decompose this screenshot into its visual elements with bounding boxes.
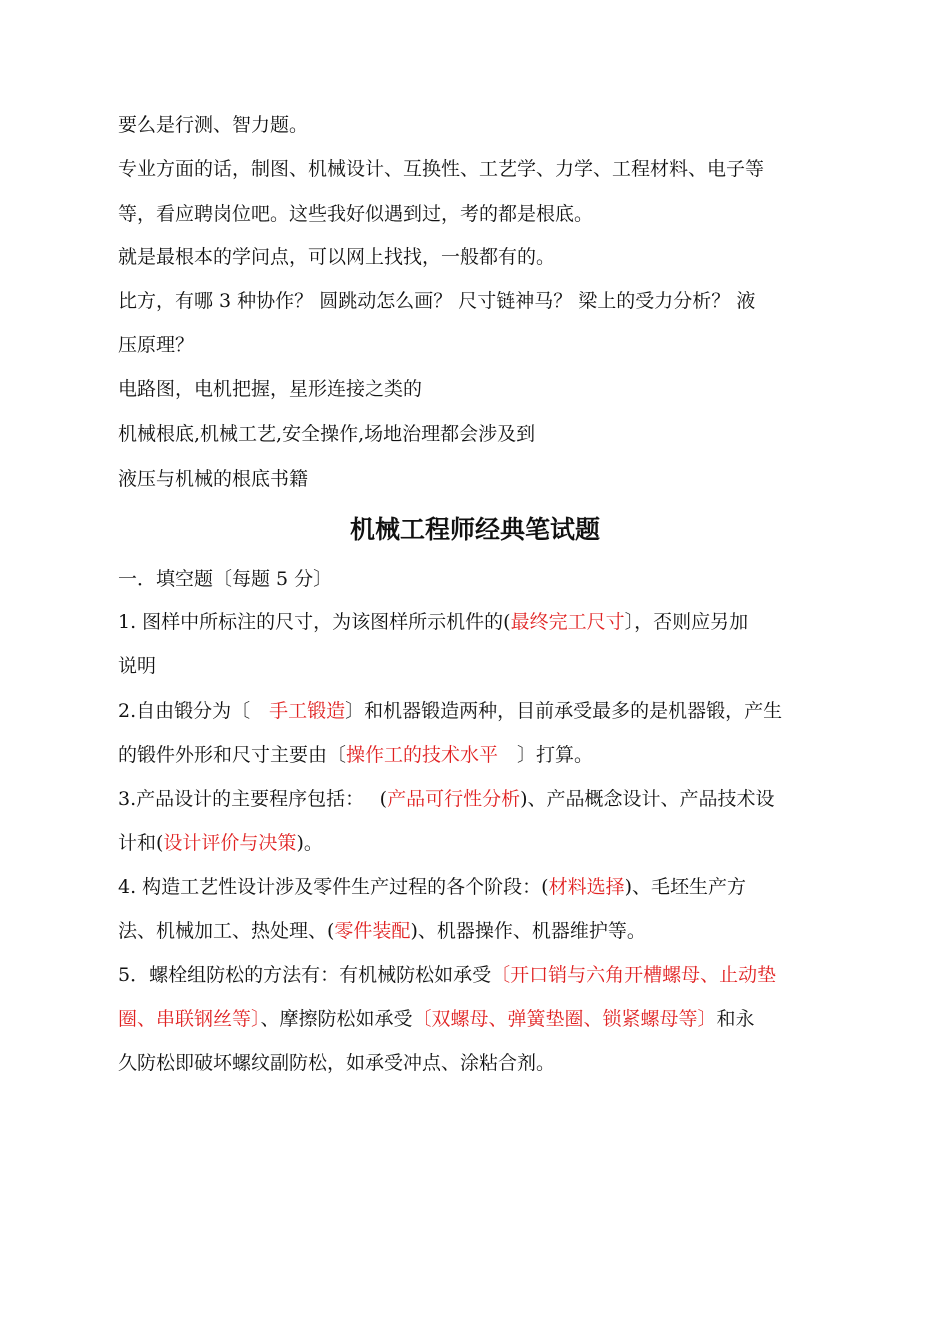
q3-text-3: 计和( — [118, 832, 164, 854]
question-1 — [118, 609, 838, 635]
q5-answer-2: 〔双螺母、弹簧垫圈、锁紧螺母等〕 — [412, 1008, 717, 1030]
q2-text: 2.自由锻分为〔 — [118, 700, 270, 722]
q5-text-3: 和永 — [716, 1008, 755, 1030]
q2-text-2: 〕和机器锻造两种，目前承受最多的是机器锻，产生 — [345, 700, 783, 722]
question-3-cont — [118, 830, 838, 856]
intro-line-3: 等，看应聘岗位吧。这些我好似遇到过，考的都是根底。 — [118, 203, 594, 225]
q5-answer-1-cont: 圈、串联钢丝等〕 — [118, 1008, 261, 1030]
page-title: 机械工程师经典笔试题 — [349, 515, 600, 544]
intro-line-5: 比方，有哪 3 种协作？ 圆跳动怎么画？ 尺寸链神马？ 梁上的受力分析？ 液 — [118, 290, 756, 312]
question-2 — [118, 698, 838, 724]
section-heading: 一．填空题〔每题 5 分〕 — [118, 568, 333, 590]
q4-text-3: 法、机械加工、热处理、( — [118, 920, 335, 942]
q3-answer-2: 设计评价与决策 — [163, 832, 297, 854]
q5-text-2: 、摩擦防松如承受 — [260, 1008, 413, 1030]
question-3 — [118, 786, 838, 812]
q3-answer-1: 产品可行性分析 — [387, 788, 521, 810]
question-5-cont-2 — [118, 1050, 838, 1076]
question-1-cont — [118, 653, 838, 679]
q3-text-2: )、产品概念设计、产品技术设 — [520, 788, 775, 810]
q4-answer-1: 材料选择 — [548, 876, 625, 898]
question-5-cont — [118, 1006, 838, 1032]
q1-answer: 最终完工尺寸 — [510, 611, 625, 633]
q4-text-2: )、毛坯生产方 — [624, 876, 747, 898]
intro-line-2: 专业方面的话，制图、机械设计、互换性、工艺学、力学、工程材料、电子等 — [118, 158, 765, 180]
q3-text-4: )。 — [296, 832, 323, 854]
q2-answer-2: 操作工的技术水平 — [346, 744, 499, 766]
intro-line-1: 要么是行测、智力题。 — [118, 114, 309, 136]
q1-text-3: 说明 — [118, 655, 157, 677]
q4-answer-2: 零件装配 — [334, 920, 411, 942]
q5-answer-1: 〔开口销与六角开槽螺母、止动垫 — [491, 964, 777, 986]
q1-text-2: 〕，否则应另加 — [624, 611, 749, 633]
question-4-cont — [118, 918, 838, 944]
q5-text-4: 久防松即破坏螺纹副防松，如承受冲点、涂粘合剂。 — [118, 1052, 556, 1074]
q3-text: 3.产品设计的主要程序包括： ( — [118, 788, 388, 810]
intro-line-9: 液压与机械的根底书籍 — [118, 468, 309, 490]
q2-text-3: 的锻件外形和尺寸主要由〔 — [118, 744, 347, 766]
q1-text: 1. 图样中所标注的尺寸，为该图样所示机件的( — [118, 611, 511, 633]
question-5 — [118, 962, 838, 988]
question-2-cont — [118, 742, 838, 768]
intro-line-8: 机械根底,机械工艺,安全操作,场地治理都会涉及到 — [118, 423, 536, 445]
question-4 — [118, 874, 838, 900]
q4-text: 4. 构造工艺性设计涉及零件生产过程的各个阶段：( — [118, 876, 549, 898]
intro-line-6: 压原理？ — [118, 334, 195, 356]
q2-answer-1: 手工锻造 — [269, 700, 346, 722]
intro-line-7: 电路图，电机把握，星形连接之类的 — [118, 378, 423, 400]
q5-text: 5．螺栓组防松的方法有：有机械防松如承受 — [118, 964, 492, 986]
q4-text-4: )、机器操作、机器维护等。 — [410, 920, 646, 942]
q2-text-4: 〕打算。 — [498, 744, 594, 766]
intro-line-4: 就是最根本的学问点，可以网上找找，一般都有的。 — [118, 246, 556, 268]
